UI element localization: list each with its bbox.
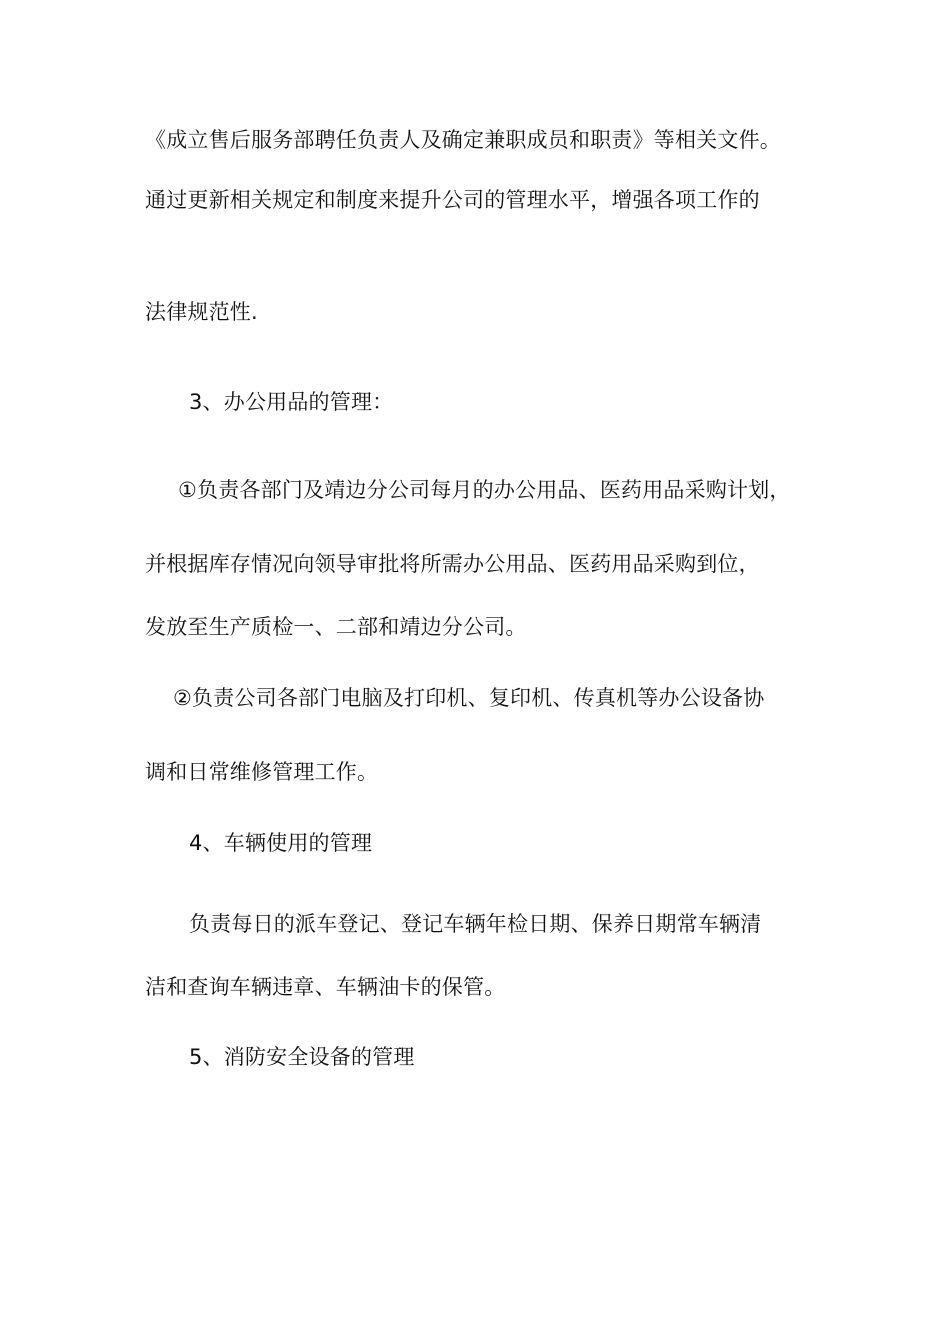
body-text-line: 通过更新相关规定和制度来提升公司的管理水平，增强各项工作的 bbox=[145, 188, 760, 212]
section-heading-3: 3、办公用品的管理： bbox=[189, 390, 394, 414]
body-text-line: 洁和查询车辆违章、车辆油卡的保管。 bbox=[145, 975, 506, 999]
body-text-line: ②负责公司各部门电脑及打印机、复印机、传真机等办公设备协 bbox=[173, 686, 765, 710]
body-text-line: 调和日常维修管理工作。 bbox=[145, 760, 379, 784]
section-heading-4: 4、车辆使用的管理 bbox=[189, 831, 373, 855]
body-text-line: 发放至生产质检一、二部和靖边分公司。 bbox=[145, 615, 527, 639]
body-text-line: 《成立售后服务部聘任负责人及确定兼职成员和职责》等相关文件。 bbox=[145, 128, 781, 152]
body-text-line: 并根据库存情况向领导审批将所需办公用品、医药用品采购到位， bbox=[145, 552, 760, 576]
body-text-line: ①负责各部门及靖边分公司每月的办公用品、医药用品采购计划， bbox=[178, 478, 791, 502]
body-text-line: 负责每日的派车登记、登记车辆年检日期、保养日期常车辆清 bbox=[189, 912, 762, 936]
section-heading-5: 5、消防安全设备的管理 bbox=[189, 1045, 415, 1069]
body-text-line: 法律规范性. bbox=[145, 300, 258, 324]
